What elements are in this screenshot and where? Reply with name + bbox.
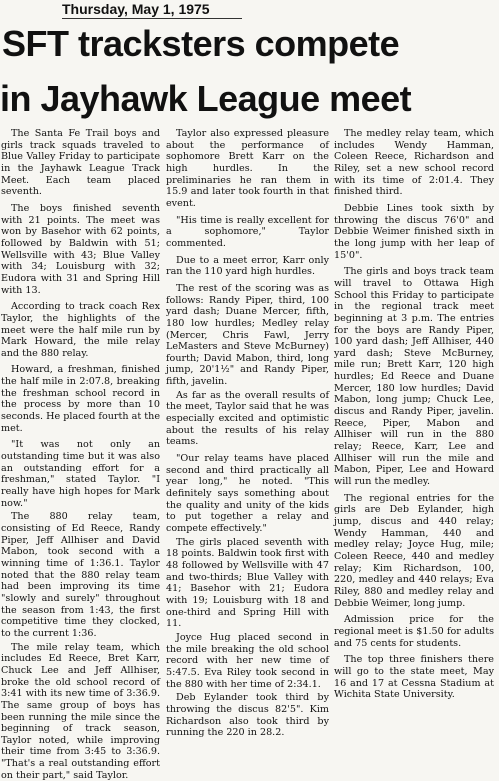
- paragraph: The boys finished seventh with 21 points. The meet was won by Basehor with 62 points, followed by Baldwin with 51; Wellsville with 43; Blue Valley with 34; Louisburg with 32; Eudora with 31 and Spring Hill with 13.: [1, 202, 160, 296]
- dateline: Thursday, May 1, 1975: [62, 1, 242, 19]
- paragraph: Admission price for the regional meet is $1.50 for adults and 75 cents for students.: [334, 614, 494, 649]
- paragraph: Due to a meet error, Karr only ran the 110 yard high hurdles.: [166, 254, 329, 278]
- paragraph: The Santa Fe Trail boys and girls track squads traveled to Blue Valley Friday to participate in the Jayhawk League Track Meet. Each team placed seventh.: [1, 128, 160, 198]
- paragraph: Howard, a freshman, finished the half mile in 2:07.8, breaking the freshman school record in the process by more than 10 seconds. He placed fourth at the met.: [1, 364, 160, 434]
- article-column-2: [166, 128, 329, 772]
- paragraph: "Our relay teams have placed second and third practically all year long," he noted. "This definitely says something about the quality and unity of the kids to put together a relay and compete effectively.": [166, 453, 329, 534]
- paragraph: The medley relay team, which includes Wendy Hamman, Coleen Reece, Richardson and Riley, set a new school record with its time of 2:01.4. They finished third.: [334, 128, 494, 198]
- paragraph: "It was not only an outstanding time but it was also an outstanding effort for a freshman," stated Taylor. "I really have high hopes for Mark now.": [1, 439, 160, 509]
- paragraph: The girls and boys track team will travel to Ottawa High School this Friday to participate in the regional track meet beginning at 3 p.m. The entries for the boys are Randy Piper, 100 yard dash; Jeff Allhiser, 440 yard dash; Steve McBurney, mile run; Brett Karr, 120 high hurdles; Ed Reece and Duane Mercer, 180 low hurdles; David Mabon, long jump; Chuck Lee, discus and Randy Piper, javelin. Reece, Piper, Mabon and Allhiser will run in the 880 relay; Reece, Karr, Lee and Allhiser will run the mile and Mabon, Piper, Lee and Howard will run the medley.: [334, 266, 494, 488]
- paragraph: As far as the overall results of the meet, Taylor said that he was especially excited and optimistic about the results of his relay teams.: [166, 389, 329, 448]
- headline-line-1: SFT tracksters compete: [2, 23, 400, 64]
- paragraph: The 880 relay team, consisting of Ed Reece, Randy Piper, Jeff Allhiser and David Mabon, took second with a winning time of 1:36.1. Taylor noted that the 880 relay team had been improving its time "slowly and surely" throughout the season from 1:43, the first competitive time they clocked, to the current 1:36.: [1, 511, 160, 639]
- paragraph: The mile relay team, which includes Ed Reece, Bret Karr, Chuck Lee and Jeff Allhiser, broke the old school record of 3:41 with its new time of 3:36.9. The same group of boys has been running the mile since the beginning of track season, Taylor noted, while improving their time from 3:45 to 3:36.9. "That's a real outstanding effort on their part," said Taylor.: [1, 641, 160, 781]
- article-column-3: [334, 128, 494, 772]
- paragraph: Joyce Hug placed second in the mile breaking the old school record with her new time of 5:47.5. Eva Riley took second in the 880 with her time of 2:34.1.: [166, 631, 329, 690]
- paragraph: The top three finishers there will go to the state meet, May 16 and 17 at Cessna Stadium at Wichita State University.: [334, 654, 494, 701]
- paragraph: According to track coach Rex Taylor, the highlights of the meet were the half mile run by Mark Howard, the mile relay and the 880 relay.: [1, 301, 160, 359]
- paragraph: The regional entries for the girls are Deb Eylander, high jump, discus and 440 relay; Wendy Hamman, 440 and medley relay; Joyce Hug, mile; Coleen Reece, 440 and medley relay; Kim Richardson, 100, 220, medley and 440 relays; Eva Riley, 880 and medley relay and Debbie Weimer, long jump.: [334, 492, 494, 609]
- paragraph: Deb Eylander took third by throwing the discus 82'5". Kim Richardson also took third by running the 220 in 28.2.: [166, 692, 329, 739]
- paragraph: Debbie Lines took sixth by throwing the discus 76'0" and Debbie Weimer finished sixth in the long jump with her leap of 15'0".: [334, 202, 494, 261]
- headline-line-2: in Jayhawk League meet: [0, 78, 412, 119]
- paragraph: The rest of the scoring was as follows: Randy Piper, third, 100 yard dash; Duane Mercer, fifth, 180 low hurdles; Medley relay (Mercer, Chris Fawl, Jerry LeMasters and Steve McBurney) fourth; David Mabon, third, long jump, 20'1½" and Randy Piper, fifth, javelin.: [166, 282, 329, 388]
- paragraph: Taylor also expressed pleasure about the performance of sophomore Brett Karr on the high hurdles. In the preliminaries he ran them in 15.9 and later took fourth in that event.: [166, 128, 329, 209]
- article-column-1: [1, 128, 160, 781]
- paragraph: "His time is really excellent for a sophomore," Taylor commented.: [166, 214, 329, 249]
- paragraph: The girls placed seventh with 18 points. Baldwin took first with 48 followed by Wellsville with 47 and two-thirds; Blue Valley with 41; Basehor with 21; Eudora with 19; Louisburg with 18 and one-third and Spring Hill with 11.: [166, 536, 329, 630]
